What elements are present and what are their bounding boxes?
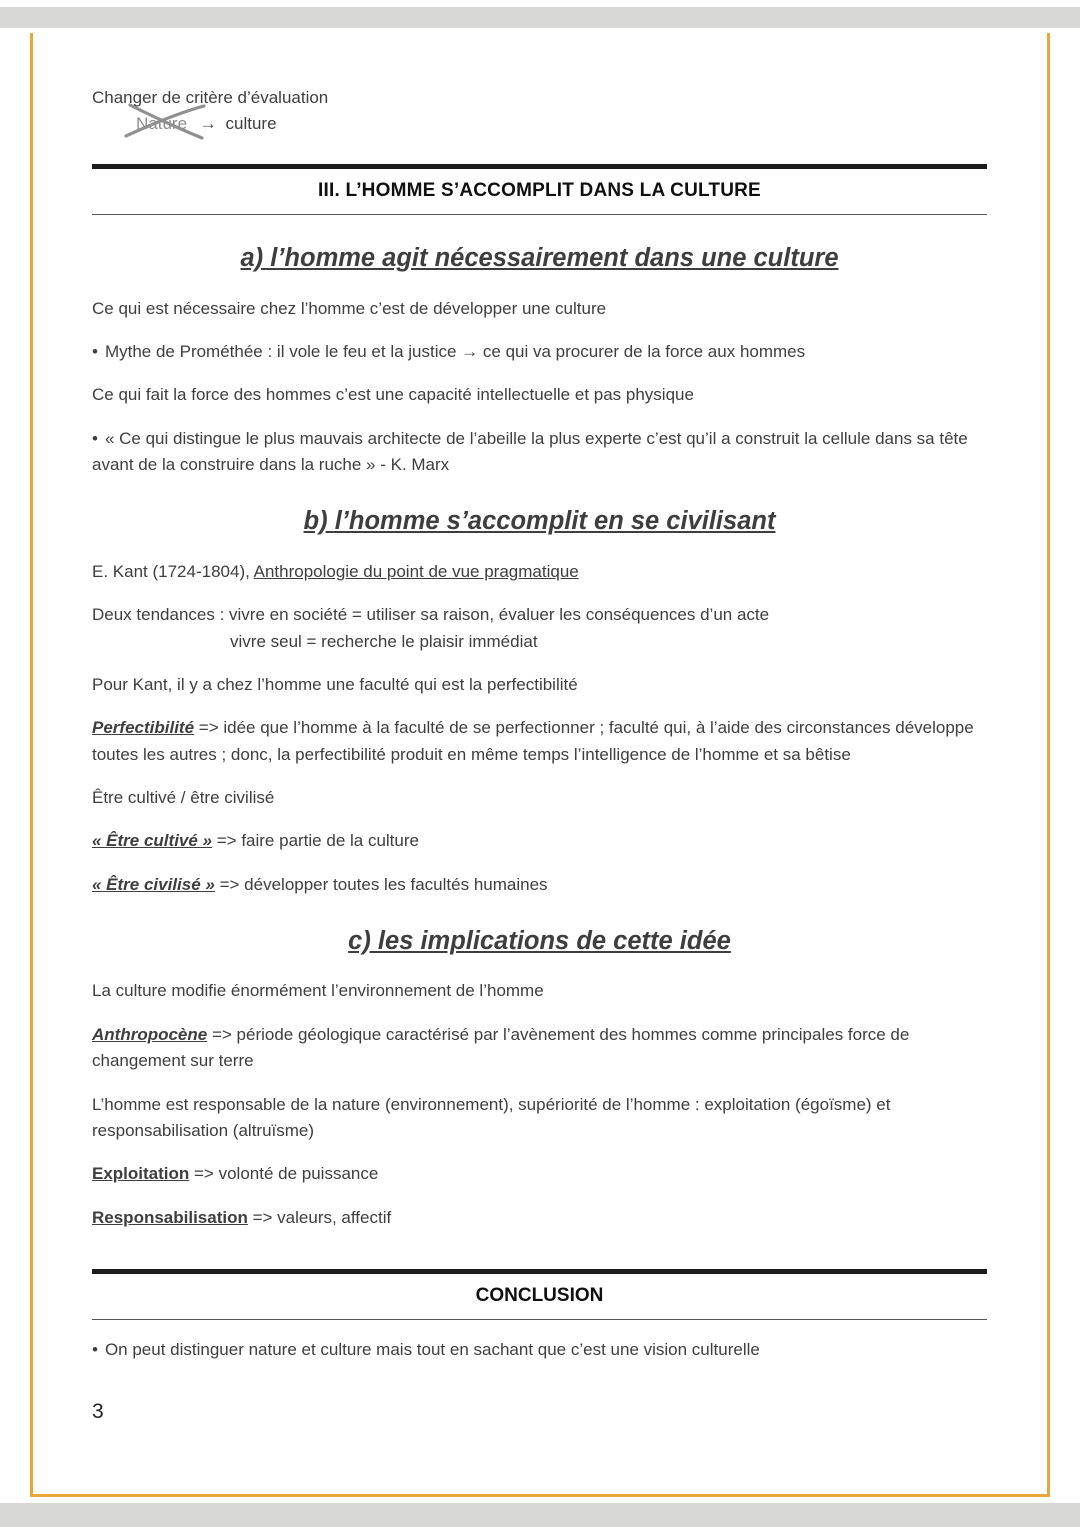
subheading-c: c) les implications de cette idée xyxy=(348,926,731,955)
bullet-item xyxy=(92,426,987,479)
bullet-text: « Ce qui distingue le plus mauvais architecte de l’abeille la plus experte c’est qu’il a construit la cellule dans sa tête avant de la construire dans la ruche » - K. Marx xyxy=(92,428,968,475)
definition-text: => volonté de puissance xyxy=(189,1164,379,1184)
crossed-out-word xyxy=(132,111,191,137)
arrow-right-icon: → xyxy=(199,114,217,134)
bullet-text: On peut distinguer nature et culture mais tout en sachant que c’est une vision culturelle xyxy=(104,1340,760,1360)
note-line-1: Changer de critère d’évaluation xyxy=(92,88,329,107)
definition-text: => développer toutes les facultés humaines xyxy=(214,874,548,894)
definition-text: => faire partie de la culture xyxy=(212,831,419,851)
document-page xyxy=(33,33,1047,1494)
definition-etre-cultive xyxy=(92,828,987,854)
scan-edge-bottom xyxy=(0,1503,1080,1527)
note-line-2 xyxy=(92,111,987,137)
section-rule-thin xyxy=(92,214,987,215)
bullet-icon: • xyxy=(92,1340,98,1360)
definition-exploitation xyxy=(92,1161,987,1187)
bullet-icon: • xyxy=(92,341,98,361)
paragraph: Être cultivé / être civilisé xyxy=(92,787,275,807)
bullet-item xyxy=(92,339,987,365)
section-title: III. L’HOMME S’ACCOMPLIT DANS LA CULTURE xyxy=(318,179,761,201)
conclusion-rule-thin xyxy=(92,1319,987,1320)
paragraph: Pour Kant, il y a chez l’homme une faculté qui est la perfectibilité xyxy=(92,674,578,694)
tendance-1: vivre en société = utiliser sa raison, évaluer les conséquences d’un acte xyxy=(229,605,770,625)
term-perfectibilite: Perfectibilité xyxy=(92,718,195,738)
definition-etre-civilise xyxy=(92,872,987,898)
tendances-paragraph xyxy=(92,602,987,655)
subheading-b: b) l’homme s’accomplit en se civilisant xyxy=(303,507,776,536)
kant-reference xyxy=(92,559,987,585)
term-anthropocene: Anthropocène xyxy=(92,1024,208,1044)
paragraph: La culture modifie énormément l’environnement de l’homme xyxy=(92,981,544,1001)
term-etre-civilise: « Être civilisé » xyxy=(92,874,215,894)
paragraph: L’homme est responsable de la nature (environnement), supériorité de l’homme : exploitation (égoïsme) et responsabilisation (altruïsme) xyxy=(92,1094,891,1140)
page-content xyxy=(33,33,1047,1364)
crossed-word-text: Nature xyxy=(136,114,188,134)
tendance-2: vivre seul = recherche le plaisir immédiat xyxy=(230,631,538,651)
definition-text: => idée que l’homme à la faculté de se perfectionner ; faculté qui, à l’aide des circonstances développe toutes les autres ; donc, la perfectibilité produit en même temps l’intelligence de l’homme et sa bêtise xyxy=(92,718,974,764)
paragraph: Ce qui est nécessaire chez l’homme c’est de développer une culture xyxy=(92,298,607,318)
definition-responsabilisation xyxy=(92,1205,987,1231)
subheading-a: a) l’homme agit nécessairement dans une culture xyxy=(240,244,839,273)
conclusion-section xyxy=(92,1269,987,1320)
term-exploitation: Exploitation xyxy=(92,1164,190,1184)
note-result-word: culture xyxy=(225,114,277,134)
scan-edge-top xyxy=(0,7,1080,28)
top-note xyxy=(92,85,987,138)
definition-perfectibilite xyxy=(92,715,987,768)
bullet-item xyxy=(92,1337,987,1363)
term-responsabilisation: Responsabilisation xyxy=(92,1207,248,1227)
page-number: 3 xyxy=(92,1400,104,1423)
conclusion-title: CONCLUSION xyxy=(475,1284,604,1306)
definition-anthropocene xyxy=(92,1022,987,1075)
tendances-label: Deux tendances : xyxy=(92,605,230,625)
term-etre-cultive: « Être cultivé » xyxy=(92,831,213,851)
paragraph: Ce qui fait la force des hommes c’est une capacité intellectuelle et pas physique xyxy=(92,385,694,405)
definition-text: => période géologique caractérisé par l’avènement des hommes comme principales force de changement sur terre xyxy=(92,1024,910,1071)
bullet-text: Mythe de Prométhée : il vole le feu et la justice → ce qui va procurer de la force aux hommes xyxy=(104,341,806,361)
bullet-icon: • xyxy=(92,428,98,448)
kant-book-title: Anthropologie du point de vue pragmatique xyxy=(253,561,579,581)
definition-text: => valeurs, affectif xyxy=(247,1207,392,1227)
kant-intro: E. Kant (1724-1804), xyxy=(92,561,254,581)
